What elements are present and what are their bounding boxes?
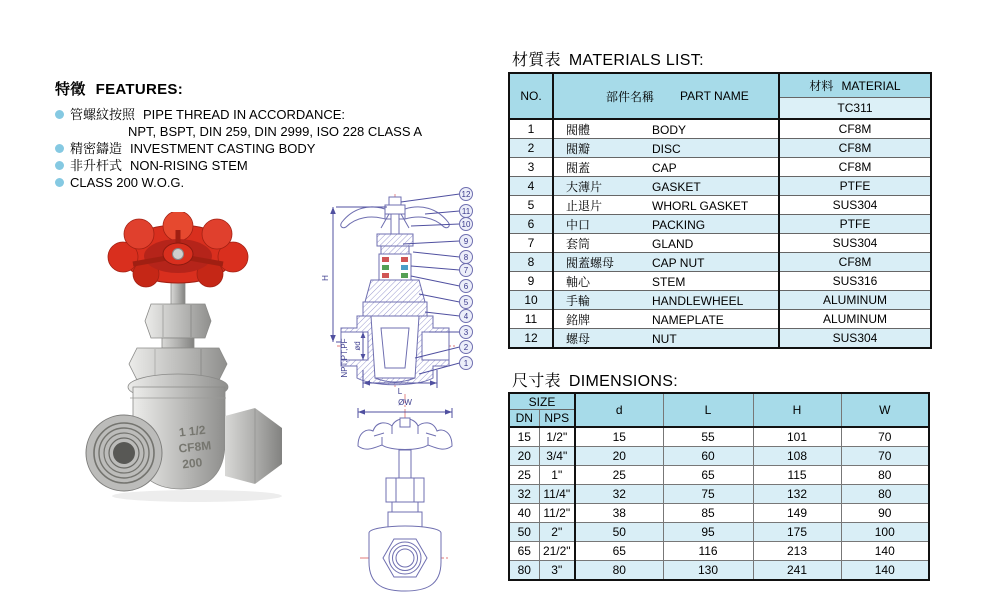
- cell-l: 116: [663, 542, 753, 561]
- cell-partname: 手輪 HANDLEWHEEL: [553, 291, 779, 310]
- dimensions-table: [508, 392, 930, 581]
- dims-row-5: [509, 504, 929, 523]
- cell-material: SUS304: [779, 196, 931, 215]
- dim-od-label: ød: [353, 341, 362, 351]
- cell-partname: 閥蓋螺母 CAP NUT: [553, 253, 779, 272]
- cell-dn: 65: [509, 542, 539, 561]
- cell-h: 175: [753, 523, 841, 542]
- materials-header-material-cn: 材料: [809, 79, 834, 93]
- section-disc: [381, 328, 409, 368]
- feature-class-en: CLASS 200 W.O.G.: [70, 175, 185, 190]
- cell-material: SUS304: [779, 234, 931, 253]
- cell-l: 95: [663, 523, 753, 542]
- cell-no: 6: [509, 215, 553, 234]
- callout-11-number: 11: [461, 207, 471, 216]
- callout-2: [460, 341, 473, 354]
- cell-nps: 3": [539, 561, 575, 581]
- cell-h: 132: [753, 485, 841, 504]
- materials-row-11: [509, 310, 931, 329]
- feature-item-stem: [55, 157, 485, 174]
- cell-material: PTFE: [779, 215, 931, 234]
- materials-row-9: [509, 272, 931, 291]
- dims-row-1: [509, 427, 929, 447]
- callout-6-number: 6: [463, 282, 469, 291]
- dims-row-7: [509, 542, 929, 561]
- cell-partname: 閥體 BODY: [553, 119, 779, 139]
- cell-dn: 25: [509, 466, 539, 485]
- cell-no: 2: [509, 139, 553, 158]
- cell-l: 65: [663, 466, 753, 485]
- section-gland: [377, 234, 413, 280]
- cell-material: CF8M: [779, 139, 931, 158]
- materials-row-3: [509, 158, 931, 177]
- dims-header-l: L: [663, 393, 753, 427]
- feature-thread-standards: NPT, BSPT, DIN 259, DIN 2999, ISO 228 CLASS A: [128, 124, 423, 139]
- cell-no: 8: [509, 253, 553, 272]
- dims-header-dn: DN: [509, 410, 539, 428]
- cell-material: ALUMINUM: [779, 310, 931, 329]
- materials-header-material: [779, 73, 931, 98]
- features-heading-en: FEATURES:: [95, 81, 184, 98]
- callout-6: [460, 280, 473, 293]
- cross-section-drawing: [313, 182, 480, 398]
- callout-11: [460, 205, 473, 218]
- cell-material: PTFE: [779, 177, 931, 196]
- callout-4-number: 4: [463, 312, 469, 321]
- cell-h: 213: [753, 542, 841, 561]
- cell-nps: 21/2": [539, 542, 575, 561]
- cell-dn: 50: [509, 523, 539, 542]
- cell-d: 25: [575, 466, 663, 485]
- cell-material: CF8M: [779, 119, 931, 139]
- callout-8: [460, 251, 473, 264]
- dimensions-title: [512, 368, 678, 391]
- cell-no: 7: [509, 234, 553, 253]
- cell-d: 65: [575, 542, 663, 561]
- cell-dn: 80: [509, 561, 539, 581]
- callout-10-number: 10: [461, 220, 471, 229]
- elevation-stem: [399, 450, 411, 478]
- cell-no: 11: [509, 310, 553, 329]
- cell-partname: 大薄片 GASKET: [553, 177, 779, 196]
- callout-3: [460, 326, 473, 339]
- cell-d: 80: [575, 561, 663, 581]
- callout-7: [460, 264, 473, 277]
- cell-w: 90: [841, 504, 929, 523]
- callout-1-number: 1: [463, 359, 469, 368]
- features-section: [55, 78, 485, 191]
- callout-5: [460, 296, 473, 309]
- materials-title-cn: 材質表: [512, 52, 561, 69]
- dimensions-title-cn: 尺寸表: [512, 373, 561, 390]
- handwheel-bolt: [173, 249, 184, 260]
- cell-material: CF8M: [779, 158, 931, 177]
- callout-9: [460, 235, 473, 248]
- elevation-body: [369, 533, 441, 591]
- callout-8-number: 8: [463, 253, 469, 262]
- cell-partname: 止退片 WHORL GASKET: [553, 196, 779, 215]
- callout-1: [460, 357, 473, 370]
- cell-l: 130: [663, 561, 753, 581]
- bullet-icon: [55, 161, 64, 170]
- callout-9-number: 9: [463, 237, 469, 246]
- cell-w: 100: [841, 523, 929, 542]
- thread-label: NPT,PT,PF: [340, 338, 349, 378]
- callout-12: [460, 188, 473, 201]
- cell-d: 15: [575, 427, 663, 447]
- cell-no: 9: [509, 272, 553, 291]
- cell-material: SUS304: [779, 329, 931, 349]
- callout-3-number: 3: [463, 328, 469, 337]
- cell-material: SUS316: [779, 272, 931, 291]
- cell-nps: 11/4": [539, 485, 575, 504]
- bullet-icon: [55, 178, 64, 187]
- features-heading: [55, 78, 485, 99]
- engraving-class: 200: [181, 455, 203, 472]
- dim-h-label: H: [321, 275, 330, 281]
- callout-10: [460, 218, 473, 231]
- cell-no: 12: [509, 329, 553, 349]
- dims-header-h: H: [753, 393, 841, 427]
- cell-dn: 20: [509, 447, 539, 466]
- materials-row-1: [509, 119, 931, 139]
- materials-title: [512, 47, 704, 70]
- cell-w: 80: [841, 466, 929, 485]
- callout-7-number: 7: [463, 266, 469, 275]
- handwheel: [108, 212, 248, 287]
- materials-row-6: [509, 215, 931, 234]
- dims-header-size: SIZE: [509, 393, 575, 410]
- materials-header-partname: [553, 73, 779, 119]
- materials-row-10: [509, 291, 931, 310]
- cell-d: 20: [575, 447, 663, 466]
- cell-partname: 閥蓋 CAP: [553, 158, 779, 177]
- valve-left-port: [86, 415, 162, 491]
- section-bonnet: [363, 280, 427, 316]
- dimensions-title-en: DIMENSIONS:: [568, 373, 678, 390]
- feature-item-casting: [55, 140, 485, 157]
- cell-d: 32: [575, 485, 663, 504]
- materials-header-part-en: PART NAME: [680, 89, 749, 103]
- cell-l: 55: [663, 427, 753, 447]
- cell-no: 1: [509, 119, 553, 139]
- cell-nps: 2": [539, 523, 575, 542]
- feature-casting-cn: 精密鑄造: [70, 141, 123, 156]
- feature-thread-cn: 管螺紋按照: [70, 107, 136, 122]
- dims-row-8: [509, 561, 929, 581]
- materials-title-en: MATERIALS LIST:: [568, 52, 704, 69]
- materials-row-2: [509, 139, 931, 158]
- materials-header-material-en: MATERIAL: [841, 79, 901, 93]
- cell-partname: 螺母 NUT: [553, 329, 779, 349]
- photo-shadow: [112, 490, 282, 502]
- valve-photo: [85, 212, 300, 504]
- dims-row-4: [509, 485, 929, 504]
- cell-l: 85: [663, 504, 753, 523]
- cell-l: 75: [663, 485, 753, 504]
- materials-header-row: [509, 73, 931, 98]
- cell-nps: 11/2": [539, 504, 575, 523]
- cell-w: 80: [841, 485, 929, 504]
- dims-header-w: W: [841, 393, 929, 427]
- cell-no: 5: [509, 196, 553, 215]
- cell-partname: 軸心 STEM: [553, 272, 779, 291]
- materials-table: [508, 72, 932, 349]
- cell-partname: 閥瓣 DISC: [553, 139, 779, 158]
- valve-right-port: [225, 408, 282, 484]
- dims-header-d: d: [575, 393, 663, 427]
- callout-12-number: 12: [461, 190, 471, 199]
- cell-material: CF8M: [779, 253, 931, 272]
- cell-partname: 套筒 GLAND: [553, 234, 779, 253]
- dim-l-label: L: [397, 387, 403, 396]
- dim-ow-label: ØW: [398, 398, 412, 407]
- materials-row-5: [509, 196, 931, 215]
- dims-header-nps: NPS: [539, 410, 575, 428]
- cell-h: 149: [753, 504, 841, 523]
- cell-w: 70: [841, 427, 929, 447]
- cell-dn: 40: [509, 504, 539, 523]
- cell-d: 38: [575, 504, 663, 523]
- cell-partname: 中口 PACKING: [553, 215, 779, 234]
- cell-w: 140: [841, 542, 929, 561]
- cell-partname: 銘牌 NAMEPLATE: [553, 310, 779, 329]
- feature-casting-en: INVESTMENT CASTING BODY: [130, 141, 316, 156]
- cell-l: 60: [663, 447, 753, 466]
- cell-h: 241: [753, 561, 841, 581]
- cell-no: 10: [509, 291, 553, 310]
- cell-no: 3: [509, 158, 553, 177]
- callout-4: [460, 310, 473, 323]
- callout-2-number: 2: [463, 343, 469, 352]
- cell-dn: 15: [509, 427, 539, 447]
- elevation-nut: [386, 478, 424, 512]
- materials-row-7: [509, 234, 931, 253]
- cell-nps: 1/2": [539, 427, 575, 447]
- feature-thread-en: PIPE THREAD IN ACCORDANCE:: [143, 107, 346, 122]
- dims-row-6: [509, 523, 929, 542]
- feature-item-thread: [55, 106, 485, 123]
- cell-h: 108: [753, 447, 841, 466]
- materials-row-4: [509, 177, 931, 196]
- bullet-icon: [55, 144, 64, 153]
- materials-grade: TC311: [779, 98, 931, 120]
- dims-row-2: [509, 447, 929, 466]
- elevation-handwheel: [358, 418, 452, 450]
- cell-d: 50: [575, 523, 663, 542]
- feature-stem-cn: 非升杆式: [70, 158, 123, 173]
- cell-nps: 1": [539, 466, 575, 485]
- features-heading-cn: 特徵: [55, 81, 86, 98]
- cell-nps: 3/4": [539, 447, 575, 466]
- dimensions-header-row-1: [509, 393, 929, 410]
- cell-dn: 32: [509, 485, 539, 504]
- materials-row-8: [509, 253, 931, 272]
- dims-row-3: [509, 466, 929, 485]
- feature-stem-en: NON-RISING STEM: [130, 158, 248, 173]
- cell-h: 101: [753, 427, 841, 447]
- materials-row-12: [509, 329, 931, 349]
- materials-header-no: NO.: [509, 73, 553, 119]
- bullet-icon: [55, 110, 64, 119]
- cell-h: 115: [753, 466, 841, 485]
- cell-w: 140: [841, 561, 929, 581]
- engraving-material: CF8M: [177, 438, 212, 456]
- elevation-drawing: [330, 390, 480, 593]
- engraving-size: 1 1/2: [178, 422, 207, 440]
- materials-header-part-cn: 部件名稱: [606, 89, 655, 104]
- cell-material: ALUMINUM: [779, 291, 931, 310]
- callout-5-number: 5: [463, 298, 469, 307]
- cell-no: 4: [509, 177, 553, 196]
- cell-w: 70: [841, 447, 929, 466]
